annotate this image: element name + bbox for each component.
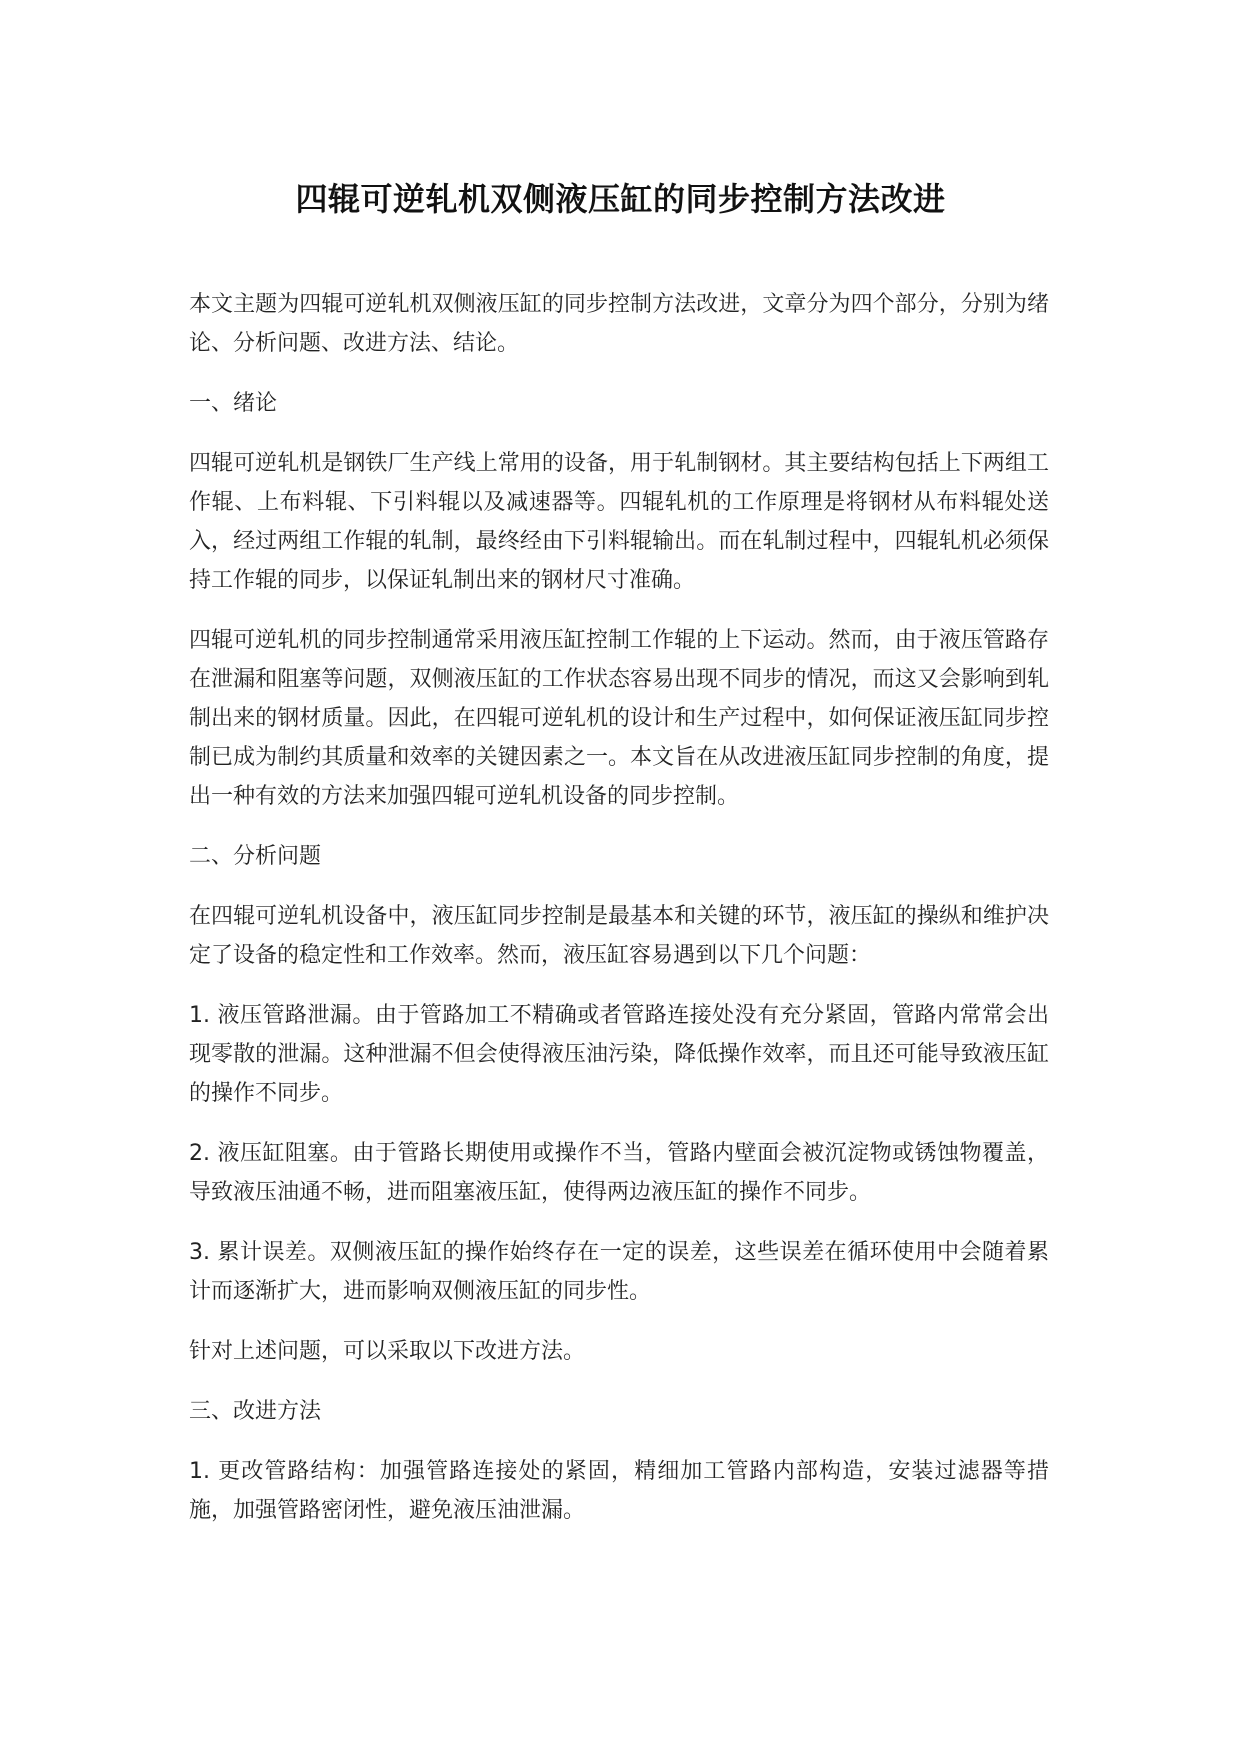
list-item: 3. 累计误差。双侧液压缸的操作始终存在一定的误差，这些误差在循环使用中会随着累计而逐渐扩大，进而影响双侧液压缸的同步性。 [189, 1240, 1049, 1304]
document-body [189, 285, 1049, 1551]
list-item: 1. 液压管路泄漏。由于管路加工不精确或者管路连接处没有充分紧固，管路内常常会出现零散的泄漏。这种泄漏不但会使得液压油污染，降低操作效率，而且还可能导致液压缸的操作不同步。 [189, 1003, 1049, 1106]
intro-paragraph: 本文主题为四辊可逆轧机双侧液压缸的同步控制方法改进，文章分为四个部分，分别为绪论、分析问题、改进方法、结论。 [189, 292, 1049, 356]
section-heading-introduction: 一、绪论 [189, 391, 278, 416]
document-title: 四辊可逆轧机双侧液压缸的同步控制方法改进 [295, 180, 946, 218]
section-heading-analysis: 二、分析问题 [189, 844, 322, 869]
list-item: 2. 液压缸阻塞。由于管路长期使用或操作不当，管路内壁面会被沉淀物或锈蚀物覆盖，导致液压油通不畅，进而阻塞液压缸，使得两边液压缸的操作不同步。 [189, 1141, 1049, 1205]
section-heading-improvement: 三、改进方法 [189, 1399, 322, 1424]
body-paragraph: 四辊可逆轧机的同步控制通常采用液压缸控制工作辊的上下运动。然而，由于液压管路存在泄漏和阻塞等问题，双侧液压缸的工作状态容易出现不同步的情况，而这又会影响到轧制出来的钢材质量。因此，在四辊可逆轧机的设计和生产过程中，如何保证液压缸同步控制已成为制约其质量和效率的关键因素之一。本文旨在从改进液压缸同步控制的角度，提出一种有效的方法来加强四辊可逆轧机设备的同步控制。 [189, 628, 1049, 809]
body-paragraph: 在四辊可逆轧机设备中，液压缸同步控制是最基本和关键的环节，液压缸的操纵和维护决定了设备的稳定性和工作效率。然而，液压缸容易遇到以下几个问题： [189, 904, 1049, 968]
body-paragraph: 针对上述问题，可以采取以下改进方法。 [189, 1339, 586, 1364]
list-item: 1. 更改管路结构：加强管路连接处的紧固，精细加工管路内部构造，安装过滤器等措施，加强管路密闭性，避免液压油泄漏。 [189, 1459, 1049, 1523]
body-paragraph: 四辊可逆轧机是钢铁厂生产线上常用的设备，用于轧制钢材。其主要结构包括上下两组工作辊、上布料辊、下引料辊以及减速器等。四辊轧机的工作原理是将钢材从布料辊处送入，经过两组工作辊的轧制，最终经由下引料辊输出。而在轧制过程中，四辊轧机必须保持工作辊的同步，以保证轧制出来的钢材尺寸准确。 [189, 451, 1049, 593]
